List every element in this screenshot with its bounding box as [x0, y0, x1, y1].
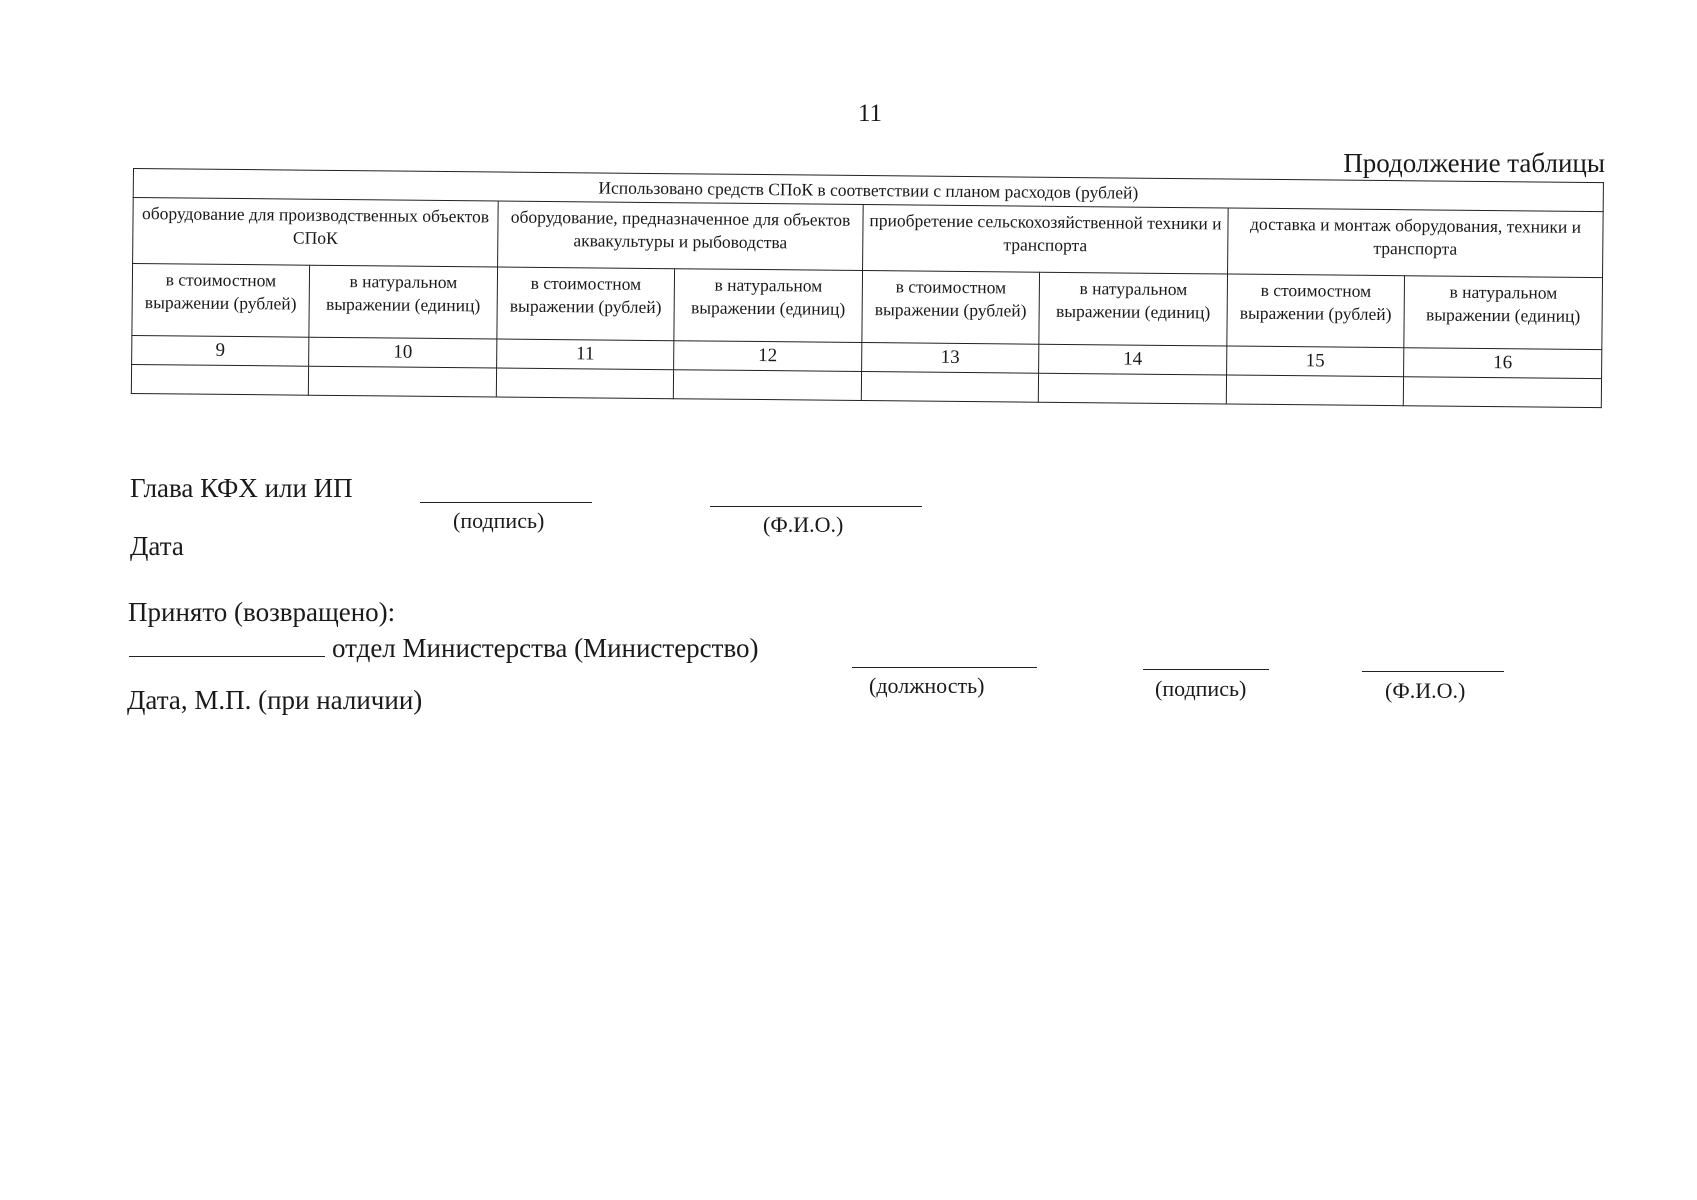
accepted-label: Принято (возвращено):	[128, 597, 396, 627]
column-number: 14	[1039, 344, 1227, 375]
page-number: 11	[857, 100, 883, 127]
head-of-farm-label: Глава КФХ или ИП	[130, 473, 353, 503]
subheader-cost: в стоимостном выражении (рублей)	[862, 271, 1040, 345]
subheader-quantity: в натуральном выражении (единиц)	[1404, 276, 1603, 350]
empty-cell	[308, 366, 496, 397]
column-number: 13	[862, 343, 1039, 374]
expenses-table	[131, 168, 1604, 408]
empty-cell	[1403, 377, 1601, 408]
department-blank-line	[129, 656, 325, 657]
table-main-header: Использовано средств СПоК в соответствии с планом расходов (рублей)	[133, 169, 1603, 212]
column-number: 9	[132, 335, 309, 366]
acceptance-signature-line	[1143, 669, 1269, 670]
empty-cell	[673, 370, 861, 401]
empty-cell	[496, 368, 673, 399]
department-label: отдел Министерства (Министерство)	[332, 633, 759, 663]
empty-cell	[1038, 373, 1226, 404]
table-continuation-label: Продолжение таблицы	[1343, 148, 1605, 178]
signature-line	[420, 502, 592, 503]
group-header-aquaculture-equipment: оборудование, предназначенное для объектов аквакультуры и рыбоводства	[498, 201, 864, 271]
subheader-cost: в стоимостном выражении (рублей)	[497, 267, 675, 341]
position-caption: (должность)	[869, 673, 985, 698]
column-number: 12	[674, 341, 862, 372]
subheader-quantity: в натуральном выражении (единиц)	[1039, 272, 1228, 346]
column-number: 15	[1227, 346, 1404, 377]
date-label: Дата	[130, 531, 184, 561]
name-caption: (Ф.И.О.)	[763, 512, 844, 537]
column-number: 10	[309, 337, 497, 368]
empty-cell	[1226, 375, 1403, 406]
column-number: 16	[1404, 348, 1602, 379]
group-header-spok-equipment: оборудование для производственных объектов СПоК	[133, 198, 499, 268]
group-header-agricultural-machinery: приобретение сельскохозяйственной техники и транспорта	[863, 205, 1229, 275]
subheader-quantity: в натуральном выражении (единиц)	[674, 269, 863, 343]
group-header-delivery-installation: доставка и монтаж оборудования, техники и транспорта	[1228, 208, 1604, 278]
acceptance-signature-caption: (подпись)	[1155, 676, 1247, 701]
acceptance-name-line	[1362, 671, 1504, 672]
position-line	[852, 667, 1037, 668]
name-line	[710, 506, 922, 507]
column-number: 11	[497, 339, 674, 370]
acceptance-name-caption: (Ф.И.О.)	[1385, 678, 1466, 703]
subheader-cost: в стоимостном выражении (рублей)	[1227, 274, 1405, 348]
empty-cell	[861, 372, 1038, 403]
date-seal-label: Дата, М.П. (при наличии)	[127, 685, 423, 715]
empty-cell	[131, 364, 308, 395]
subheader-quantity: в натуральном выражении (единиц)	[309, 265, 498, 339]
signature-caption: (подпись)	[453, 508, 545, 533]
subheader-cost: в стоимостном выражении (рублей)	[132, 264, 310, 338]
